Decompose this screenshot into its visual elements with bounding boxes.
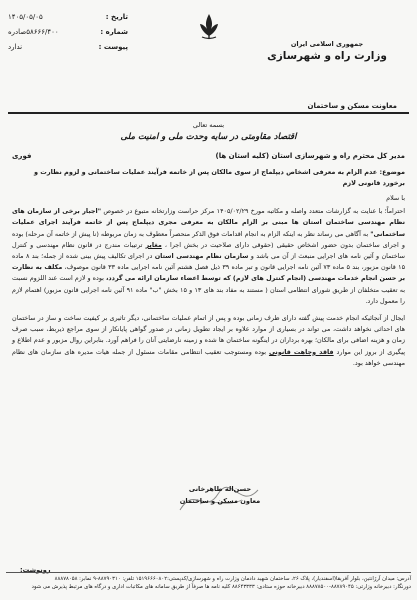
para2-text-c: بوده ومستوجب تعقیب انتظامی مقامات مسئول از جمله هیات مدیره های سازمان های نظام مهندسی خواهد بود. [12, 347, 405, 367]
deputy-title: معاونت مسکن و ساختمان [307, 102, 397, 110]
ministry-block [267, 40, 387, 62]
letter-meta [8, 10, 128, 55]
urgency-label: فوری [12, 152, 32, 161]
greeting: با سلام [386, 194, 405, 203]
signer-title: معاون مسکن و ساختمان [179, 497, 261, 505]
date-row [8, 10, 128, 25]
para1-text-g: در اجرای تکالیف پیش بینی شده از جمله؛ بند ۸ ماده ۱۵ قانون مزبور، بند ۵ ماده ۷۳ آئین نامه اجرایی قانون و تبر ماده ۳۹ ذیل فصل هشتم آئین نامه اجرایی ماده ۳۳ قانون موصوف، [12, 252, 406, 272]
para1-obligation: مکلف به نظارت بر حسن انجام خدمات مهندسی (انجام کنترل های لازم) که توسط اعضاء سازمان ارائه می گردد، [12, 263, 406, 283]
para1-quote: "اجبار برخی از سازمان های نظام مهندسی ساختمان استان ها مبنی بر الزام مالکان به معرفی مجری دیپلماج پس از خاتمه فرآیند اجرای عملیات ساختمانی" [12, 207, 405, 238]
attachment-value: ندارد [8, 43, 23, 51]
addressee-line [12, 151, 405, 162]
date-label: تاریخ : [105, 13, 128, 21]
subject: موضوع: عدم الزام به معرفی اشخاص دیپلماج از سوی مالکان پس از خاتمه فرآیند عملیات ساختمانی و لزوم نظارت و برخورد قانونی لازم [34, 167, 405, 187]
number-label: شماره : [100, 28, 128, 36]
date-value: ۱۴۰۵/۰۵/۰۵ [8, 13, 43, 21]
ministry-title: وزارت راه و شهرسازی [267, 50, 387, 62]
signer-name: حسن‌اله طاهرخانی [188, 485, 252, 493]
para1-text-i: بوده و لازم است عند اللزوم نسبت به تعقیب متخلفان از طریق شورای انتظامی استان ( مستند به مفاد بند های ۱۳ و ۱۵ بخش "ب" ماده ۹۱ آئین نامه اجرایی قانون مزبور) اهتمام لازم را معمول دارد. [12, 274, 406, 305]
para2-text-a: ایجال از آنجائیکه انجام خدمت پیش گفته دارای ظرف زمانی بوده و پس از اتمام عملیات ساختمانی، دیگر تاثیری بر کیفیت ساخت و ساز در ساختمان های احداثی نخواهد داشت، می تواند در بسیاری از موارد علاوه بر ایجاد تطویل زمانی در صدور گواهی پایانکار از سوی مراجع ذیربط، سبب صرف زمان و هزینه اضافی برای مالکان؛ بهره برداران در اینگونه ساختمان ها شده و زمینه نارضایتی آنان را فراهم آورد. بنابراین روال مزبور و عدم اطلاع و پیگیری از بروز این موارد [12, 314, 405, 356]
para1-org: سازمان نظام مهندسی استان [154, 252, 249, 261]
paragraph-2 [12, 313, 405, 369]
para1-emphasis-contrary: مغایر [145, 240, 162, 249]
footer-address: آدرس: میدان آرژانتین، بلوار آفریقا(اسفندیار)، پلاک ۲۶، ساختمان شهید دادمان وزارت راه و شهرسازی/کدپستی:۱۵۱۹۶۶۶۰۸۰۲ تلفن: ۸۸۷۹۰۳۱۰-۹ نمابر: ۸۸۸۷۸۰۵۸ [54, 576, 411, 582]
iran-emblem-icon [196, 12, 222, 40]
motto: اقتصاد مقاومتی در سایه وحدت ملی و امنیت ملی [120, 132, 297, 143]
letterhead [0, 4, 417, 110]
addressee: مدیر کل محترم راه و شهرسازی استان (کلیه استان ها) [215, 152, 405, 161]
para1-text-e: ترتیبات مندرج در قانون نظام مهندسی و کنترل ساختمان و آئین نامه های اجرایی منبعث از آن می باشد و [12, 240, 405, 261]
number-row [8, 25, 128, 40]
footer [6, 572, 411, 592]
signature-block [150, 483, 290, 507]
number-value: ۵۸۶۶۶/۴۰۰صادره [8, 28, 59, 36]
para2-emphasis: فاقد وجاهت قانونی [268, 347, 334, 356]
attachment-label: پیوست : [98, 43, 128, 51]
para1-text-a: احتراماً؛ با عنایت به گزارشات متعدد واصله و مکاتبه مورخ ۱۴۰۵/۰۲/۲۹ مرکز حراست وزارتخانه متبوع در خصوص [101, 207, 405, 216]
para1-text-c: به آگاهی می رساند نظر به اینکه الزام به انجام اقدامات فوق الذکر منحصراً معطوف به زمان مربوطه (نا پیش از خاتمه آن مرحله) بوده و اجرای ساختمان بدون حضور اشخاص حقیقی (حقوقی دارای صلاحیت در بخش اجرا ، [12, 229, 405, 249]
footer-secretariat: دورنگار: دبیرخانه وزارتی: ۸۸۷۸۹۰۴۵-۸۸۸۷۸۵۰۰ دبیرخانه حوزه ستادی: ۸۸۶۴۳۳۳۳ کلیه نامه ها صرفاً از طریق سامانه های مکاتبات اداری و درگاه های مرتبط پذیرش می شود [31, 584, 411, 591]
attachment-row [8, 40, 128, 55]
letter-body [12, 118, 405, 369]
paragraph-1 [12, 206, 405, 307]
bismillah: بسمه تعالی [192, 121, 225, 129]
header-divider [8, 112, 409, 114]
republic-title: جمهوری اسلامی ایران [290, 40, 364, 48]
cc-label: رونوشت: [20, 566, 51, 574]
